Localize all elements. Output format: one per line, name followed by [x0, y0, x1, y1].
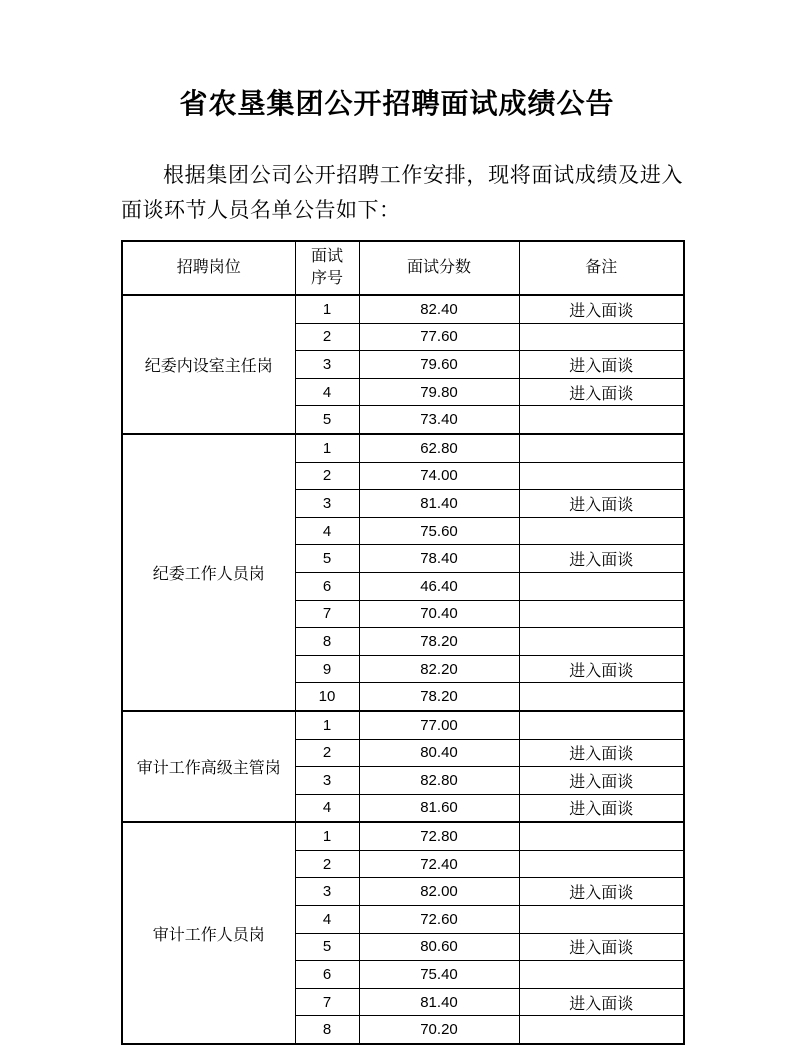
sequence-cell: 1	[295, 434, 359, 462]
table-row	[122, 711, 684, 739]
score-cell: 77.60	[359, 323, 519, 351]
score-cell: 82.80	[359, 767, 519, 795]
remark-cell	[519, 406, 684, 434]
header-row	[122, 241, 684, 295]
score-cell: 46.40	[359, 572, 519, 600]
score-cell: 79.80	[359, 378, 519, 406]
remark-cell	[519, 711, 684, 739]
header-cell-position: 招聘岗位	[122, 241, 295, 295]
score-cell: 75.60	[359, 517, 519, 545]
header-cell-remark: 备注	[519, 241, 684, 295]
score-cell: 81.40	[359, 988, 519, 1016]
score-cell: 72.40	[359, 850, 519, 878]
sequence-cell: 3	[295, 878, 359, 906]
score-cell: 77.00	[359, 711, 519, 739]
score-cell: 73.40	[359, 406, 519, 434]
remark-cell: 进入面谈	[519, 878, 684, 906]
score-cell: 75.40	[359, 961, 519, 989]
sequence-cell: 8	[295, 1016, 359, 1044]
remark-cell	[519, 961, 684, 989]
sequence-cell: 5	[295, 406, 359, 434]
remark-cell: 进入面谈	[519, 378, 684, 406]
score-cell: 74.00	[359, 462, 519, 490]
score-cell: 70.20	[359, 1016, 519, 1044]
sequence-cell: 1	[295, 822, 359, 850]
position-cell: 纪委内设室主任岗	[122, 295, 295, 434]
score-cell: 78.20	[359, 683, 519, 711]
remark-cell	[519, 517, 684, 545]
sequence-cell: 3	[295, 351, 359, 379]
remark-cell	[519, 572, 684, 600]
header-cell-sequence-label: 面试序号	[310, 248, 343, 287]
sequence-cell: 2	[295, 462, 359, 490]
sequence-cell: 8	[295, 628, 359, 656]
position-cell: 纪委工作人员岗	[122, 434, 295, 711]
header-cell-score: 面试分数	[359, 241, 519, 295]
document-title: 省农垦集团公开招聘面试成绩公告	[179, 89, 615, 120]
remark-cell	[519, 600, 684, 628]
position-cell: 审计工作人员岗	[122, 822, 295, 1044]
sequence-cell: 1	[295, 295, 359, 323]
remark-cell: 进入面谈	[519, 490, 684, 518]
sequence-cell: 7	[295, 988, 359, 1016]
score-cell: 79.60	[359, 351, 519, 379]
intro-paragraph: 根据集团公司公开招聘工作安排，现将面试成绩及进入面谈环节人员名单公告如下：	[121, 163, 683, 222]
remark-cell	[519, 323, 684, 351]
remark-cell	[519, 906, 684, 934]
table-row	[122, 434, 684, 462]
sequence-cell: 4	[295, 378, 359, 406]
table-row	[122, 295, 684, 323]
remark-cell	[519, 850, 684, 878]
score-cell: 81.60	[359, 794, 519, 822]
sequence-cell: 4	[295, 906, 359, 934]
sequence-cell: 2	[295, 850, 359, 878]
sequence-cell: 2	[295, 739, 359, 767]
remark-cell	[519, 434, 684, 462]
score-table-body	[122, 295, 684, 1044]
score-cell: 80.40	[359, 739, 519, 767]
remark-cell	[519, 683, 684, 711]
remark-cell: 进入面谈	[519, 933, 684, 961]
sequence-cell: 5	[295, 933, 359, 961]
sequence-cell: 3	[295, 490, 359, 518]
sequence-cell: 5	[295, 545, 359, 573]
sequence-cell: 10	[295, 683, 359, 711]
sequence-cell: 9	[295, 655, 359, 683]
score-cell: 78.40	[359, 545, 519, 573]
remark-cell	[519, 822, 684, 850]
table-row	[122, 822, 684, 850]
score-cell: 82.00	[359, 878, 519, 906]
remark-cell	[519, 628, 684, 656]
remark-cell: 进入面谈	[519, 655, 684, 683]
sequence-cell: 7	[295, 600, 359, 628]
score-cell: 72.80	[359, 822, 519, 850]
remark-cell	[519, 1016, 684, 1044]
sequence-cell: 6	[295, 961, 359, 989]
score-cell: 82.20	[359, 655, 519, 683]
score-cell: 72.60	[359, 906, 519, 934]
header-cell-sequence	[295, 241, 359, 295]
sequence-cell: 3	[295, 767, 359, 795]
score-cell: 70.40	[359, 600, 519, 628]
score-cell: 82.40	[359, 295, 519, 323]
sequence-cell: 1	[295, 711, 359, 739]
remark-cell: 进入面谈	[519, 767, 684, 795]
remark-cell: 进入面谈	[519, 988, 684, 1016]
position-cell: 审计工作高级主管岗	[122, 711, 295, 822]
remark-cell: 进入面谈	[519, 351, 684, 379]
remark-cell	[519, 462, 684, 490]
remark-cell: 进入面谈	[519, 794, 684, 822]
sequence-cell: 2	[295, 323, 359, 351]
score-cell: 78.20	[359, 628, 519, 656]
sequence-cell: 4	[295, 517, 359, 545]
remark-cell: 进入面谈	[519, 545, 684, 573]
sequence-cell: 4	[295, 794, 359, 822]
score-cell: 80.60	[359, 933, 519, 961]
remark-cell: 进入面谈	[519, 295, 684, 323]
sequence-cell: 6	[295, 572, 359, 600]
remark-cell: 进入面谈	[519, 739, 684, 767]
score-cell: 81.40	[359, 490, 519, 518]
score-cell: 62.80	[359, 434, 519, 462]
score-table	[121, 240, 685, 1045]
